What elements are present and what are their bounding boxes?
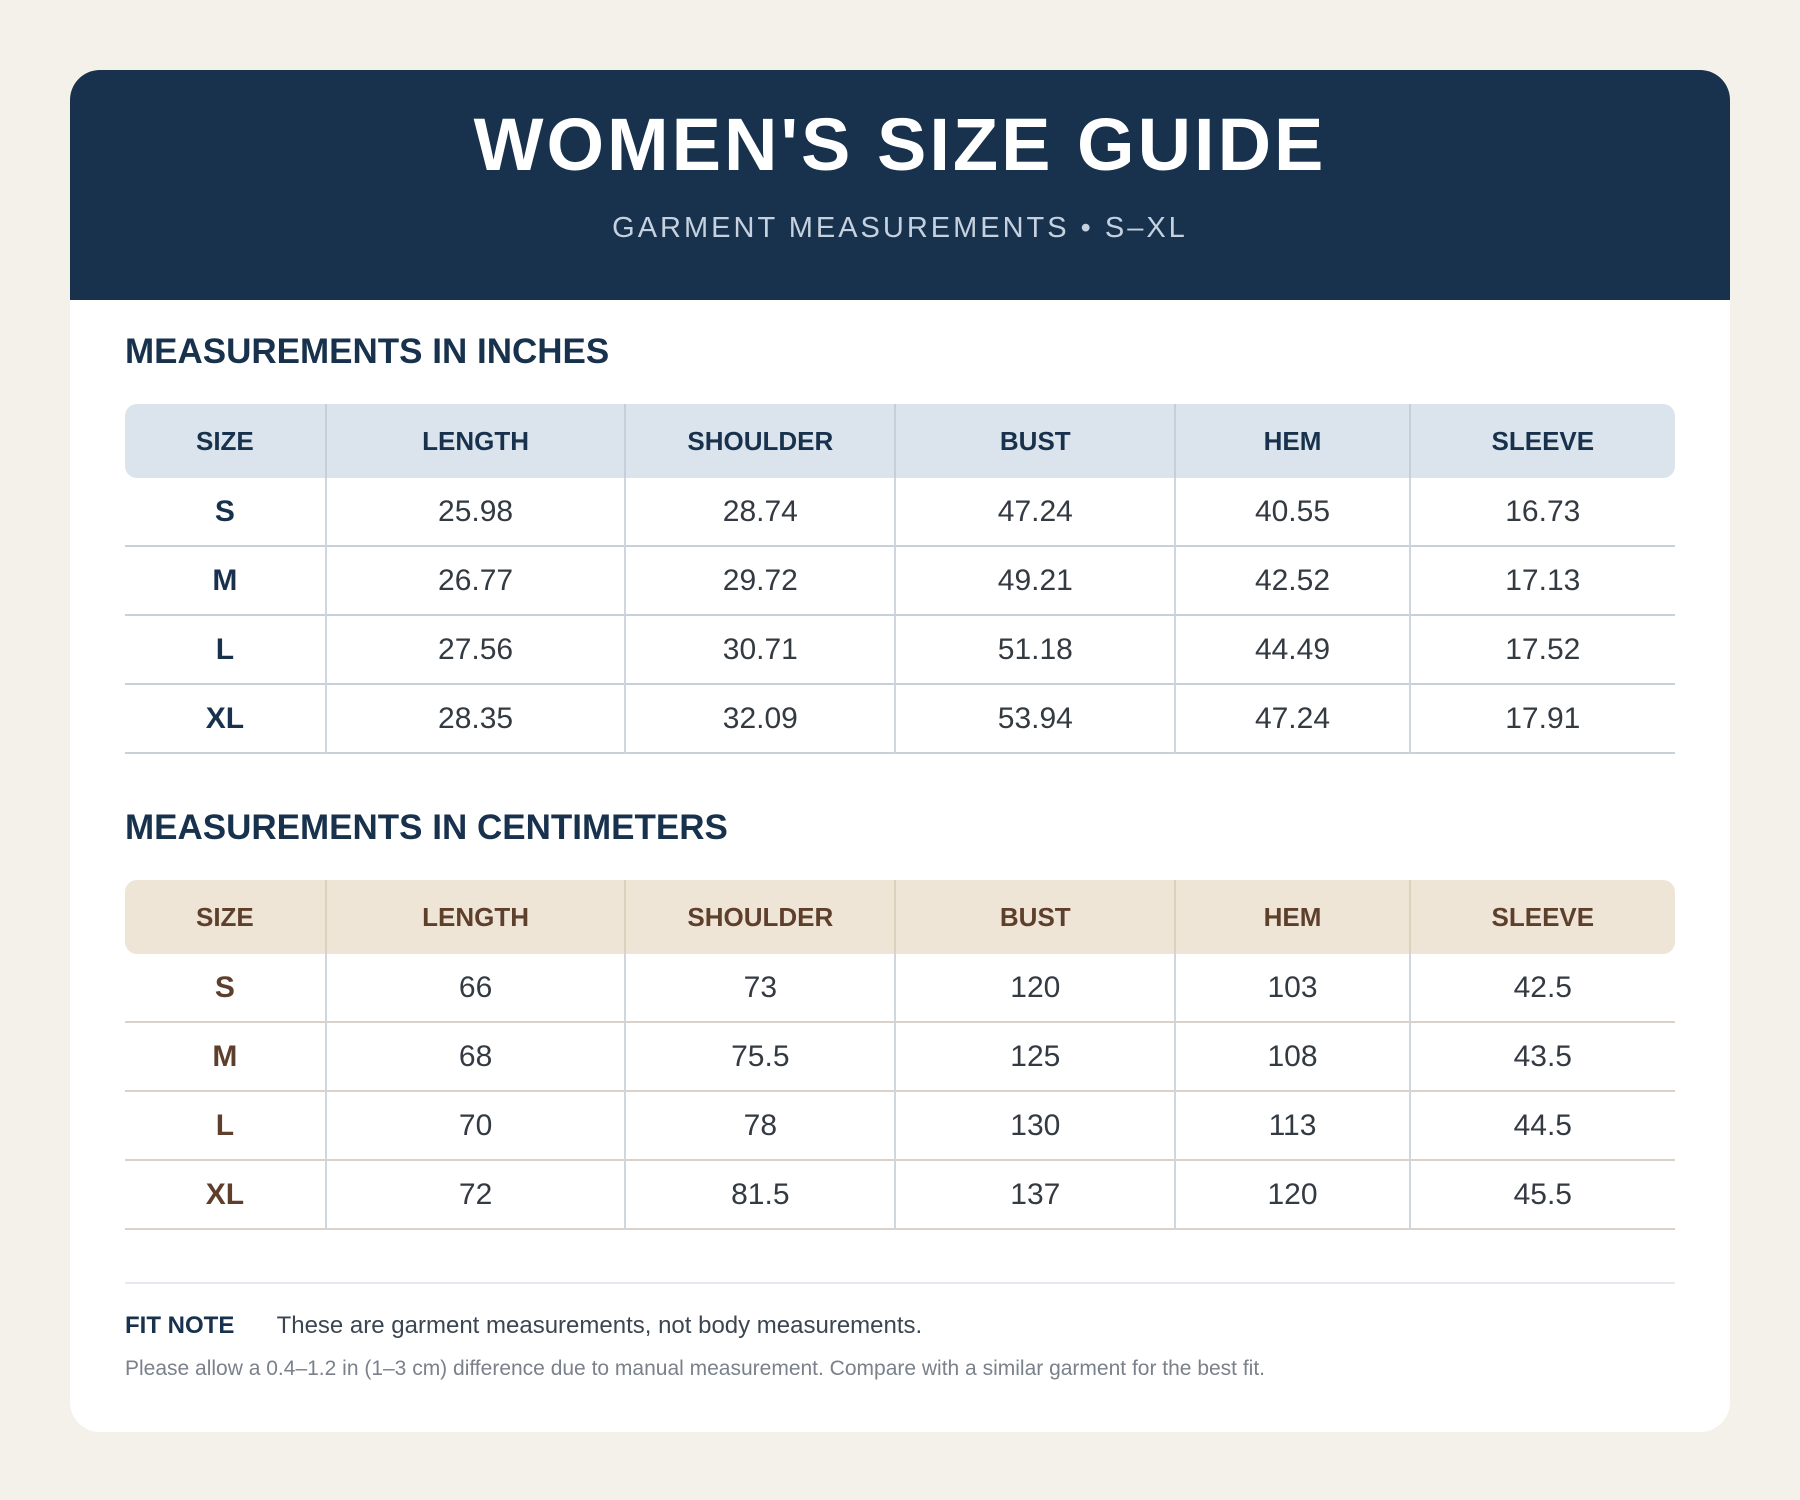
shoulder-value: 78 [624,1092,894,1161]
header-banner [70,70,1730,300]
sleeve-value: 17.91 [1409,685,1675,754]
table-row [125,478,1675,547]
page-subtitle: GARMENT MEASUREMENTS • S–XL [612,212,1188,244]
inches-table [125,404,1675,754]
fit-note-label: FIT NOTE [125,1312,235,1339]
shoulder-value: 30.71 [624,616,894,685]
size-label: XL [125,1161,325,1230]
column-header-bust: BUST [894,880,1174,954]
column-header-shoulder: SHOULDER [624,880,894,954]
column-header-bust: BUST [894,404,1174,478]
column-header-length: LENGTH [325,404,625,478]
fit-note-text: These are garment measurements, not body measurements. [276,1312,923,1339]
sleeve-value: 17.52 [1409,616,1675,685]
table-row [125,616,1675,685]
table-row [125,685,1675,754]
column-header-size: SIZE [125,880,325,954]
shoulder-value: 81.5 [624,1161,894,1230]
table-row [125,1161,1675,1230]
divider [125,1282,1675,1284]
length-value: 27.56 [325,616,625,685]
bust-value: 47.24 [894,478,1174,547]
size-label: L [125,1092,325,1161]
bust-value: 53.94 [894,685,1174,754]
length-value: 25.98 [325,478,625,547]
size-label: XL [125,685,325,754]
sleeve-value: 43.5 [1409,1023,1675,1092]
table-row [125,954,1675,1023]
hem-value: 108 [1174,1023,1408,1092]
length-value: 70 [325,1092,625,1161]
table-row [125,547,1675,616]
bust-value: 130 [894,1092,1174,1161]
size-label: S [125,478,325,547]
sleeve-value: 42.5 [1409,954,1675,1023]
column-header-size: SIZE [125,404,325,478]
hem-value: 44.49 [1174,616,1408,685]
length-value: 68 [325,1023,625,1092]
shoulder-value: 75.5 [624,1023,894,1092]
sleeve-value: 45.5 [1409,1161,1675,1230]
size-label: M [125,547,325,616]
size-guide-card [70,70,1730,1432]
hem-value: 113 [1174,1092,1408,1161]
hem-value: 120 [1174,1161,1408,1230]
column-header-sleeve: SLEEVE [1409,880,1675,954]
length-value: 26.77 [325,547,625,616]
length-value: 28.35 [325,685,625,754]
fit-note [125,1310,1675,1342]
hem-value: 42.52 [1174,547,1408,616]
sleeve-value: 16.73 [1409,478,1675,547]
hem-value: 103 [1174,954,1408,1023]
bust-value: 120 [894,954,1174,1023]
column-header-sleeve: SLEEVE [1409,404,1675,478]
inches-header-row [125,404,1675,478]
column-header-length: LENGTH [325,880,625,954]
sleeve-value: 17.13 [1409,547,1675,616]
page-title: WOMEN'S SIZE GUIDE [473,103,1327,186]
bust-value: 51.18 [894,616,1174,685]
centimeters-table [125,880,1675,1230]
sleeve-value: 44.5 [1409,1092,1675,1161]
shoulder-value: 28.74 [624,478,894,547]
bust-value: 125 [894,1023,1174,1092]
length-value: 72 [325,1161,625,1230]
centimeters-section-title: MEASUREMENTS IN CENTIMETERS [125,808,728,847]
hem-value: 47.24 [1174,685,1408,754]
size-label: M [125,1023,325,1092]
column-header-hem: HEM [1174,404,1408,478]
hem-value: 40.55 [1174,478,1408,547]
shoulder-value: 29.72 [624,547,894,616]
table-row [125,1092,1675,1161]
shoulder-value: 73 [624,954,894,1023]
column-header-shoulder: SHOULDER [624,404,894,478]
column-header-hem: HEM [1174,880,1408,954]
size-label: S [125,954,325,1023]
bust-value: 49.21 [894,547,1174,616]
length-value: 66 [325,954,625,1023]
shoulder-value: 32.09 [624,685,894,754]
table-row [125,1023,1675,1092]
fit-note-detail: Please allow a 0.4–1.2 in (1–3 cm) difference due to manual measurement. Compare with a similar garment for the best fit. [125,1357,1266,1380]
inches-section-title: MEASUREMENTS IN INCHES [125,332,610,371]
content-area [70,330,1730,1384]
centimeters-header-row [125,880,1675,954]
bust-value: 137 [894,1161,1174,1230]
size-label: L [125,616,325,685]
